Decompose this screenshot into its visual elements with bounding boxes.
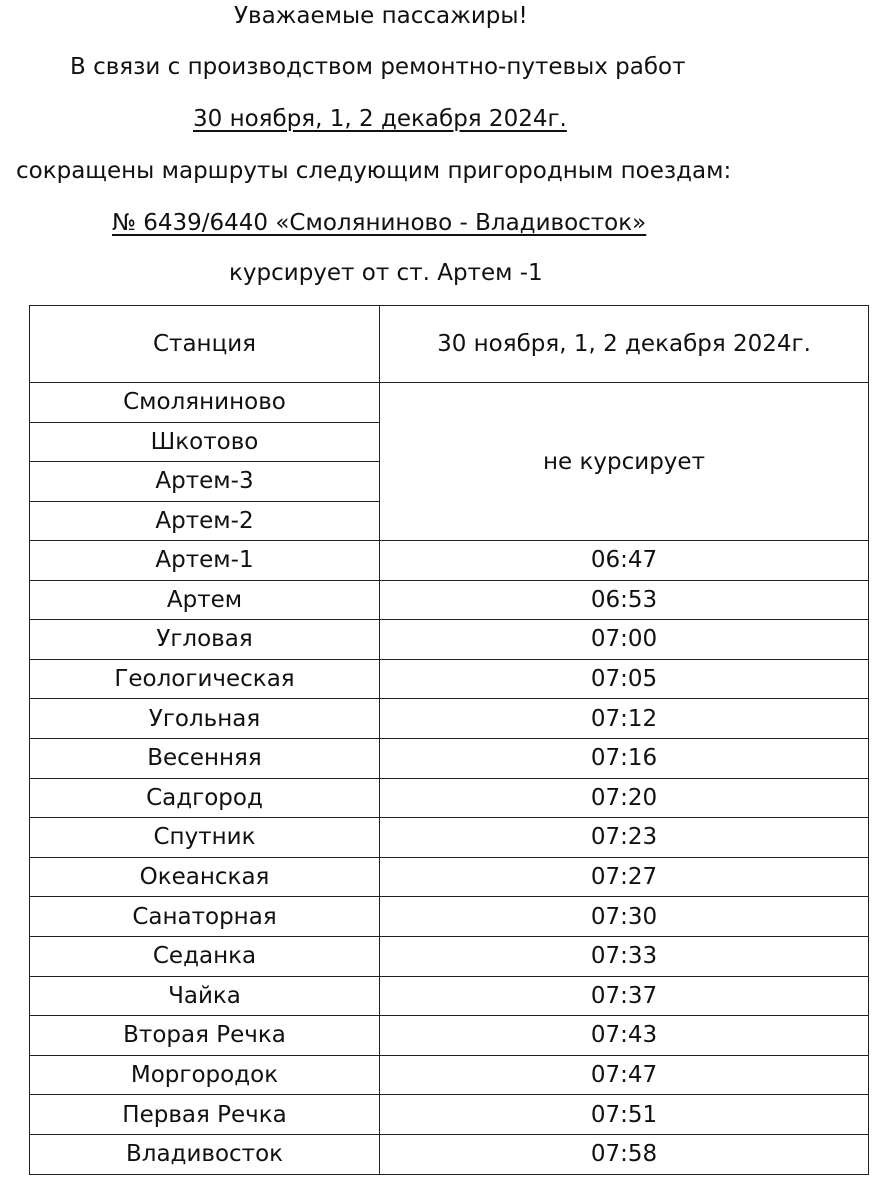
table-row <box>30 580 869 620</box>
station-cell: Артем-3 <box>30 462 380 502</box>
notice-train: № 6439/6440 «Смоляниново - Владивосток» <box>112 210 647 236</box>
table-row <box>30 620 869 660</box>
header-station: Станция <box>30 306 380 383</box>
time-cell: 07:16 <box>380 738 869 778</box>
time-cell: 07:30 <box>380 897 869 937</box>
station-cell: Артем-1 <box>30 541 380 581</box>
station-cell: Артем <box>30 580 380 620</box>
station-cell: Артем-2 <box>30 501 380 541</box>
time-cell: 07:27 <box>380 857 869 897</box>
time-cell: 07:00 <box>380 620 869 660</box>
table-row <box>30 1016 869 1056</box>
notice-reason: В связи с производством ремонтно-путевых работ <box>70 54 686 80</box>
station-cell: Вторая Речка <box>30 1016 380 1056</box>
table-row <box>30 818 869 858</box>
notice-greeting: Уважаемые пассажиры! <box>234 3 528 29</box>
table-row <box>30 699 869 739</box>
time-cell: 07:20 <box>380 778 869 818</box>
table-header-row <box>30 306 869 383</box>
station-cell: Спутник <box>30 818 380 858</box>
time-cell: 07:58 <box>380 1134 869 1174</box>
table-row <box>30 659 869 699</box>
station-cell: Первая Речка <box>30 1095 380 1135</box>
station-cell: Океанская <box>30 857 380 897</box>
time-cell: 07:51 <box>380 1095 869 1135</box>
time-cell: 07:23 <box>380 818 869 858</box>
time-cell: 06:47 <box>380 541 869 581</box>
station-cell: Геологическая <box>30 659 380 699</box>
not-running-cell: не курсирует <box>380 383 869 541</box>
time-cell: 07:37 <box>380 976 869 1016</box>
table-row <box>30 1095 869 1135</box>
station-cell: Моргородок <box>30 1055 380 1095</box>
station-cell: Весенняя <box>30 738 380 778</box>
station-cell: Смоляниново <box>30 383 380 423</box>
table-row <box>30 1055 869 1095</box>
notice-statement: сокращены маршруты следующим пригородным поездам: <box>16 158 732 184</box>
table-row <box>30 778 869 818</box>
time-cell: 07:43 <box>380 1016 869 1056</box>
table-row <box>30 541 869 581</box>
table-row <box>30 857 869 897</box>
table-row <box>30 897 869 937</box>
time-cell: 07:12 <box>380 699 869 739</box>
table-row <box>30 738 869 778</box>
station-cell: Владивосток <box>30 1134 380 1174</box>
table-row <box>30 936 869 976</box>
notice-route-note: курсирует от ст. Артем -1 <box>229 260 543 286</box>
header-dates: 30 ноября, 1, 2 декабря 2024г. <box>380 306 869 383</box>
station-cell: Угольная <box>30 699 380 739</box>
table-row <box>30 976 869 1016</box>
table-row <box>30 1134 869 1174</box>
station-cell: Угловая <box>30 620 380 660</box>
time-cell: 07:05 <box>380 659 869 699</box>
station-cell: Шкотово <box>30 422 380 462</box>
notice-dates: 30 ноября, 1, 2 декабря 2024г. <box>193 106 567 132</box>
schedule-table <box>29 305 869 1175</box>
station-cell: Седанка <box>30 936 380 976</box>
station-cell: Садгород <box>30 778 380 818</box>
station-cell: Санаторная <box>30 897 380 937</box>
time-cell: 07:47 <box>380 1055 869 1095</box>
time-cell: 07:33 <box>380 936 869 976</box>
time-cell: 06:53 <box>380 580 869 620</box>
table-row <box>30 383 869 423</box>
station-cell: Чайка <box>30 976 380 1016</box>
